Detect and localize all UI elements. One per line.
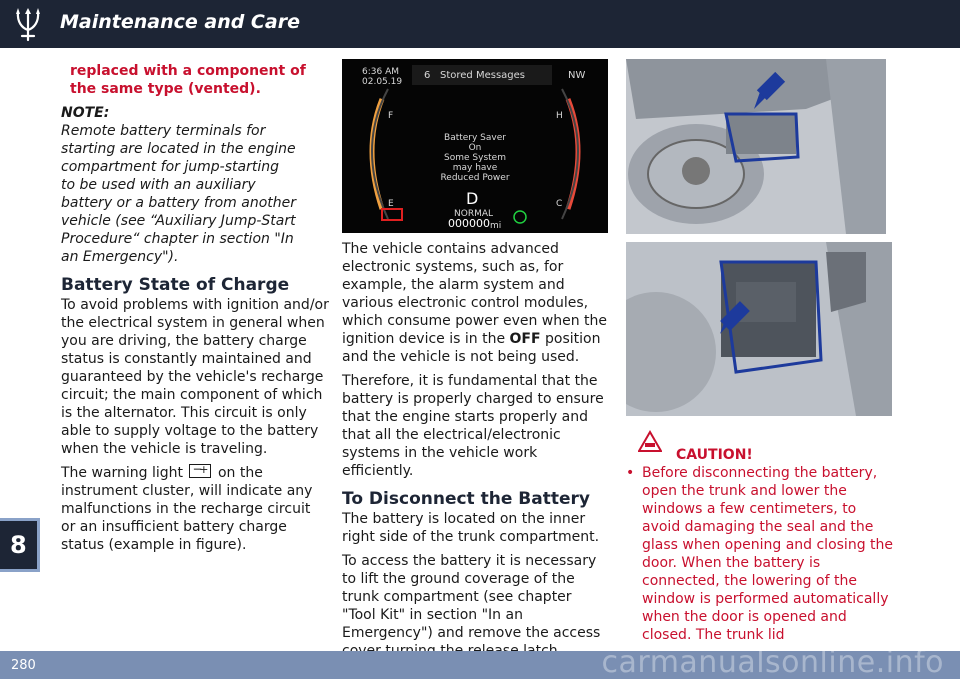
cluster-gear: D <box>466 189 479 208</box>
caution-bullet: • Before disconnecting the battery, open the trunk and lower the windows a few centimeters, to avoid damaging the seal and the glass when opening and closing the door. When the battery is connected, the lowering of the window is performed automatically when the door is opened and closed. The trunk lid <box>626 465 894 643</box>
trunk-photo-top <box>626 59 886 234</box>
page-title: Maintenance and Care <box>60 11 300 33</box>
cluster-odometer: 000000 <box>448 217 490 230</box>
caution-text: Before disconnecting the battery, open the trunk and lower the windows a few centimeters, to avoid damaging the seal and the glass when opening and closing the door. When the battery is connected, the lowering of the window is performed automatically when the door is opened and closed. The trunk lid <box>642 465 894 643</box>
cluster-time: 6:36 AM <box>362 67 399 77</box>
trunk-illustration-bottom <box>626 242 892 416</box>
page-number: 280 <box>11 658 36 673</box>
paragraph-battery-location: The battery is located on the inner right side of the trunk compartment. <box>342 511 600 545</box>
trident-logo-icon <box>8 4 48 44</box>
chapter-tab[interactable] <box>0 518 40 572</box>
column-left <box>61 62 329 554</box>
paragraph-access-battery: To access the battery it is necessary to lift the ground coverage of the trunk compartment (see chapter "Tool Kit" in section "In an Emergency") and remove the access <box>342 553 601 641</box>
cluster-odo-unit: mi <box>490 221 502 231</box>
cluster-compass: NW <box>568 70 586 81</box>
chapter-number: 8 <box>10 531 27 559</box>
caution-header <box>626 436 896 462</box>
page-footer <box>0 645 960 680</box>
note-label: NOTE: <box>61 105 110 121</box>
trunk-illustration-top <box>626 59 886 234</box>
paragraph-battery-charged: Therefore, it is fundamental that the battery is properly charged to ensure that the engine starts properly and that all the electrical/electronic systems in the vehicle work efficiently. <box>342 373 604 479</box>
column-right <box>626 436 896 644</box>
temp-cold-label: C <box>556 199 563 209</box>
paragraph-electronic-systems: The vehicle contains advanced electronic systems, such as, for example, the alarm system and various electronic control modules, which consume power even when the ignition device is in the OFF position and the vehicle is not being used. <box>342 241 608 365</box>
paragraph-warning-light: The warning light − + on the instrument cluster, will indicate any malfunctions in the recharge circuit or an insufficient battery charge status (example in figure). <box>61 464 329 554</box>
section-heading-disconnect: To Disconnect the Battery <box>342 489 590 509</box>
note-text: Remote battery terminals for starting are located in the engine compartment for jump-starting to be used with an auxiliary battery or a battery from another vehicle (see “Auxiliary Jump-Start Procedure“ chapter in section "In an Emergency"). <box>61 123 296 265</box>
caution-label: CAUTION! <box>676 447 753 463</box>
temp-hot-label: H <box>556 111 563 121</box>
cluster-date: 02.05.19 <box>362 77 403 87</box>
column-middle <box>342 240 608 678</box>
fuel-empty-label: E <box>388 199 394 209</box>
section-heading-state-of-charge: Battery State of Charge <box>61 275 290 295</box>
fuel-full-label: F <box>388 111 394 121</box>
page-header <box>0 0 960 48</box>
intro-warning-text: replaced with a component of the same type (vented). <box>70 63 306 97</box>
cluster-msg-label: Stored Messages <box>440 70 525 81</box>
cluster-message: Battery Saver On Some System may have Reduced Power <box>440 133 510 183</box>
instrument-cluster-image <box>342 59 608 233</box>
cluster-msg-count: 6 <box>424 70 431 81</box>
watermark-text: carmanualsonline.info <box>601 645 944 680</box>
paragraph-charge: To avoid problems with ignition and/or the electrical system in general when you are driving, the battery charge status is constantly maintained and guaranteed by the vehicle's recharge circuit; the main component of which is the alternator. This circuit is only able to supply voltage to the battery when the vehicle is traveling. <box>61 297 329 457</box>
trunk-photo-bottom <box>626 242 892 416</box>
caution-car-icon <box>638 430 662 454</box>
battery-warning-icon <box>189 464 211 478</box>
cluster-mode: NORMAL <box>454 209 494 219</box>
